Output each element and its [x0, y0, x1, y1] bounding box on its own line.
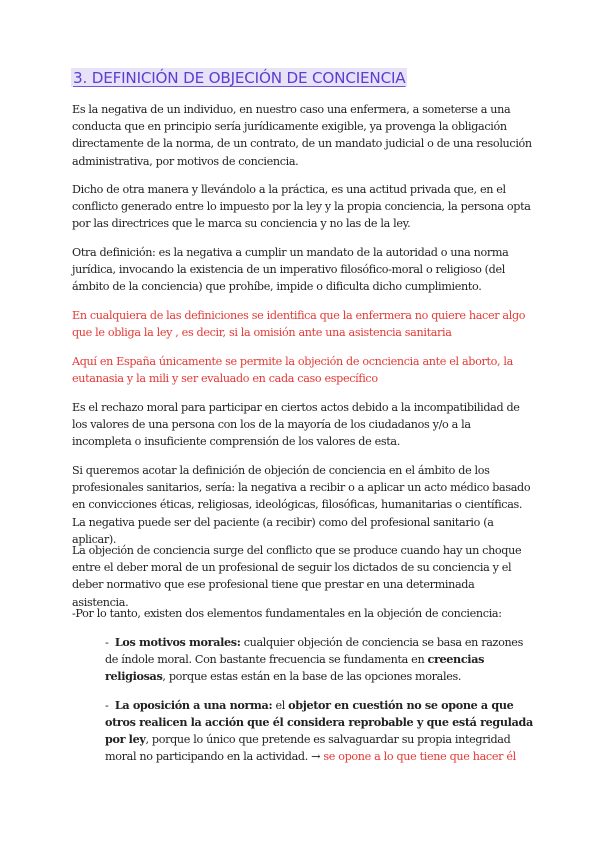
bullet-text: el [272, 698, 289, 712]
bullet-dash: - [105, 698, 109, 712]
paragraph-practical: Dicho de otra manera y llevándolo a la práctica, es una actitud privada que, en el conflicto generado entre lo impuesto por la ley y la propia conciencia, la persona opta por las directrices que le marca su conciencia y no las de la ley. [72, 183, 531, 231]
bullet-moral-motives [105, 634, 533, 686]
bullet-text: cualquier objeción de conciencia se basa en razones de índole moral. Con bastante frecuencia se fundamenta en [105, 636, 523, 667]
bullet-lead-bold: Los motivos morales: [114, 635, 241, 649]
paragraph-definition: Es la negativa de un individuo, en nuestro caso una enfermera, a someterse a una conducta que en principio sería jurídicamente exigible, ya provenga la obligación directamente de la norma, de un contrato, de un mandato judicial o de una resolución administrativa, por motivos de conciencia. [72, 103, 532, 168]
bullet-text: , porque lo único que pretende es salvaguardar su propia integridad moral no participando en la actividad. → [105, 733, 511, 764]
paragraph-moral-rejection: Es el rechazo moral para participar en ciertos actos debido a la incompatibilidad de los valores de una persona con los de la mayoría de los ciudadanos y/o a la incompleta o insuficiente comprensión de los valores de esta. [72, 401, 520, 449]
bullet-list [105, 634, 533, 765]
paragraph-other-definition: Otra definición: es la negativa a cumplir un mandato de la autoridad o una norma jurídica, invocando la existencia de un imperativo filosófico-moral o religioso (del ámbito de la conciencia) que prohíbe, impide o dificulta dicho cumplimiento. [72, 246, 509, 294]
paragraph-red-note-law: En cualquiera de las definiciones se identifica que la enfermera no quiere hacer algo que le obliga la ley , es decir, si la omisión ante una asistencia sanitaria [72, 309, 526, 340]
paragraph-red-note-spain: Aquí en España únicamente se permite la objeción de ocnciencia ante el aborto, la eutanasia y la mili y ser evaluado en cada caso específico [72, 355, 513, 386]
bullet-red-tail: se opone a lo que tiene que hacer él [323, 750, 516, 764]
bullet-dash: - [105, 636, 109, 649]
section-heading: 3. DEFINICIÓN DE OBJECIÓN DE CONCIENCIA [73, 69, 406, 87]
bullet-lead-bold: La oposición a una norma: [114, 697, 273, 712]
paragraph-conflict: La objeción de conciencia surge del conflicto que se produce cuando hay un choque entre el deber moral de un profesional de seguir los dictados de su conciencia y el deber normativo que ese profesional tiene que prestar en una determinada asistencia. [72, 544, 522, 609]
paragraph-health-definition: Si queremos acotar la definición de objeción de conciencia en el ámbito de los profesionales sanitarios, sería: la negativa a recibir o a aplicar un acto médico basado en convicciones éticas, religiosas, ideológicas, filosóficas, humanitarias o científicas. La negativa puede ser del paciente (a recibir) como del profesional sanitario (a aplicar). [72, 464, 531, 546]
bullet-text: , porque estas están en la base de las opciones morales. [162, 670, 462, 684]
heading-container [71, 68, 407, 87]
bullet-mid-bold: objetor en cuestión no se opone a que otros realicen la acción que él considera reprobable y que está regulada por ley [105, 697, 533, 747]
bullet-mid-bold: creencias religiosas [105, 652, 485, 684]
bullet-opposition-norm [105, 697, 533, 766]
paragraph-elements-intro: -Por lo tanto, existen dos elementos fundamentales en la objeción de conciencia: [72, 607, 502, 620]
